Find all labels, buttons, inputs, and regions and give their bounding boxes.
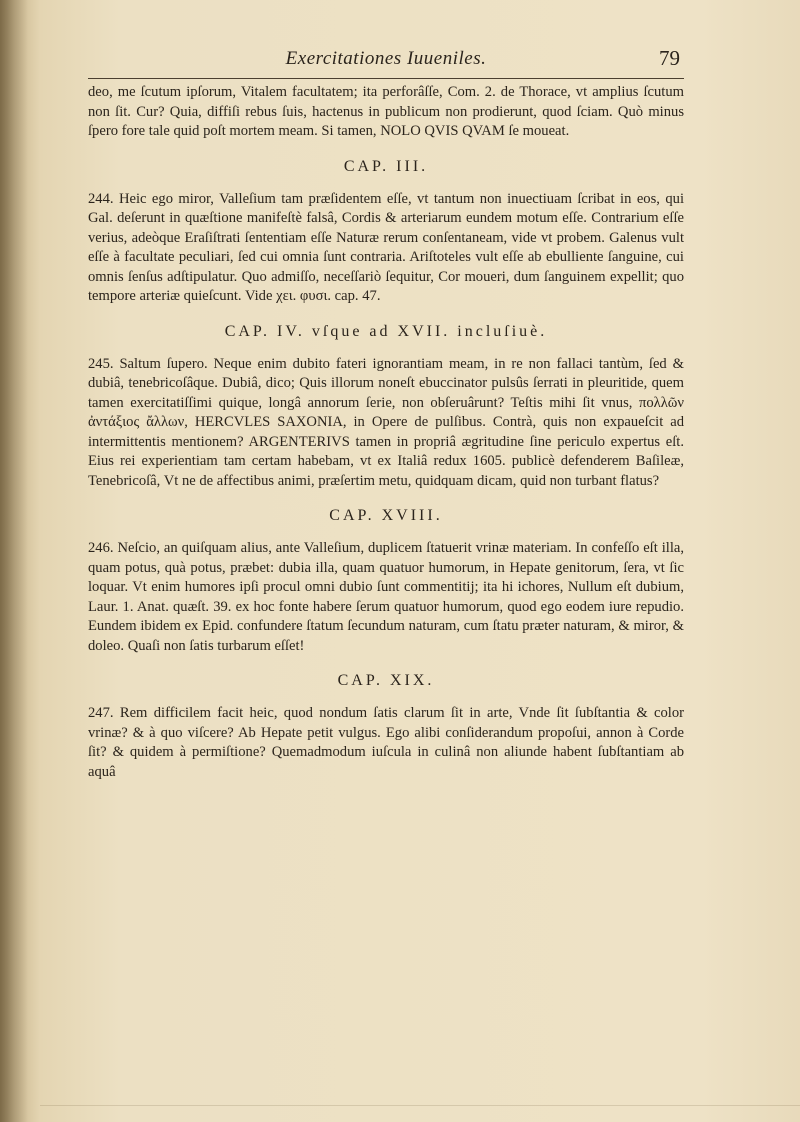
paragraph-245: 245. Saltum ſupero. Neque enim dubito fateri ignorantiam meam, in re non fallaci tantùm, ſed & dubiâ, tenebricoſâque. Dubiâ, dico; Quis illorum noneſt ebuccinator pulsûs ſerrati in pleuritide, quem tamen exercitatiſſimi quique, longâ annorum ſerie, non obſeruârunt? Teſtis mihi ſit vnus, πολλῶν ἀντάξιος ἄλλων, HERCVLES SAXONIA, in Opere de pulſibus. Contrà, quis non expaueſcit ad intermittentis mentionem? ARGENTERIVS tamen in propriâ ægritudine ſine periculo expertus eſt. Eius rei experientiam tam certam habebam, vt ex Italiâ redux 1605. publicè defenderem Baſileæ, Tenebricoſâ, Vt ne de affectibus animi, præſertim metu, quidquam dicam, quid non turbant flatus? [88,355,684,489]
paragraph-247: 247. Rem difficilem facit heic, quod nondum ſatis clarum ſit in arte, Vnde ſit ſubſtantia & color vrinæ? & à quo viſcere? Ab Hepate petit vulgus. Ego alibi conſiderandum propoſui, annon à Corde ſit? & quidem à permiſtione? Quemadmodum iuſcula in culinâ non aliunde habent ſubſtantiam ab aquâ [88,705,684,780]
intro-paragraph: deo, me ſcutum ipſorum, Vitalem facultatem; ita perforâſſe, Com. 2. de Thorace, vt amplius ſcutum non ſit. Cur? Quia, diffiſi rebus ſuis, hactenus in publicum non prodierunt, quod ſciam. Quò minus ſpero fore tale quid poſt mortem meam. Si tamen, NOLO QVIS QVAM ſe moueat. [88,84,684,139]
section-heading-cap-xviii: CAP. XVIII. [329,507,443,524]
section-heading-cap-iv-xvii: CAP. IV. vſque ad XVII. incluſiuè. [224,322,548,340]
binding-gutter-shadow [0,0,28,1122]
running-title: Exercitationes Iuueniles. [285,48,487,69]
section-heading-cap-iii: CAP. III. [343,157,429,175]
page-number: 79 [659,46,680,70]
running-head [88,44,684,79]
section-heading-cap-xix: CAP. XIX. [337,672,435,689]
paragraph-246: 246. Neſcio, an quiſquam alius, ante Valleſium, duplicem ſtatuerit vrinæ materiam. In confeſſo eſt illa, quam potus, quà potus, præbet: dubia illa, quam quatuor humorum, in Hepate genitorum, ſera, vt ſic loquar. Vt enim humores ipſi procul omni dubio ſunt commentitij; ita hi ichores, Nullum eſt dubium, Laur. 1. Anat. quæſt. 39. ex hoc fonte habere ſerum quatuor humorum, quod ego eodem iure repudio. Eundem ibidem ex Epid. confundere ſtatum ſecundum naturam, cum ſtatu præter naturam, & miror, & doleo. Quaſi non ſatis turbarum eſſet! [88,540,684,654]
page-content [88,44,684,782]
page-crease [40,1105,800,1106]
paragraph-244: 244. Heic ego miror, Valleſium tam præſidentem eſſe, vt tantum non inuectiuam ſcribat in eos, qui Gal. deſerunt in quæſtione manifeſtè falsâ, Cordis & arteriarum eundem motum eſſe. Contrarium eſſe verius, adeòque Eraſiſtrati ſententiam eſſe Naturæ rerum conſentaneam, vide vt probem. Galenus vult eſſe à facultate peculiari, ſed cui omnia ſunt contraria. Ariſtoteles vult eſſe ab ebulliente ſanguine, cui omnis ſenſus adſtipulatur. Quo admiſſo, neceſſariò ſequitur, Cor moueri, dum ſanguinem expellit; quo tempore arteriæ quieſcunt. Vide χει. φυσι. cap. 47. [88,190,684,304]
